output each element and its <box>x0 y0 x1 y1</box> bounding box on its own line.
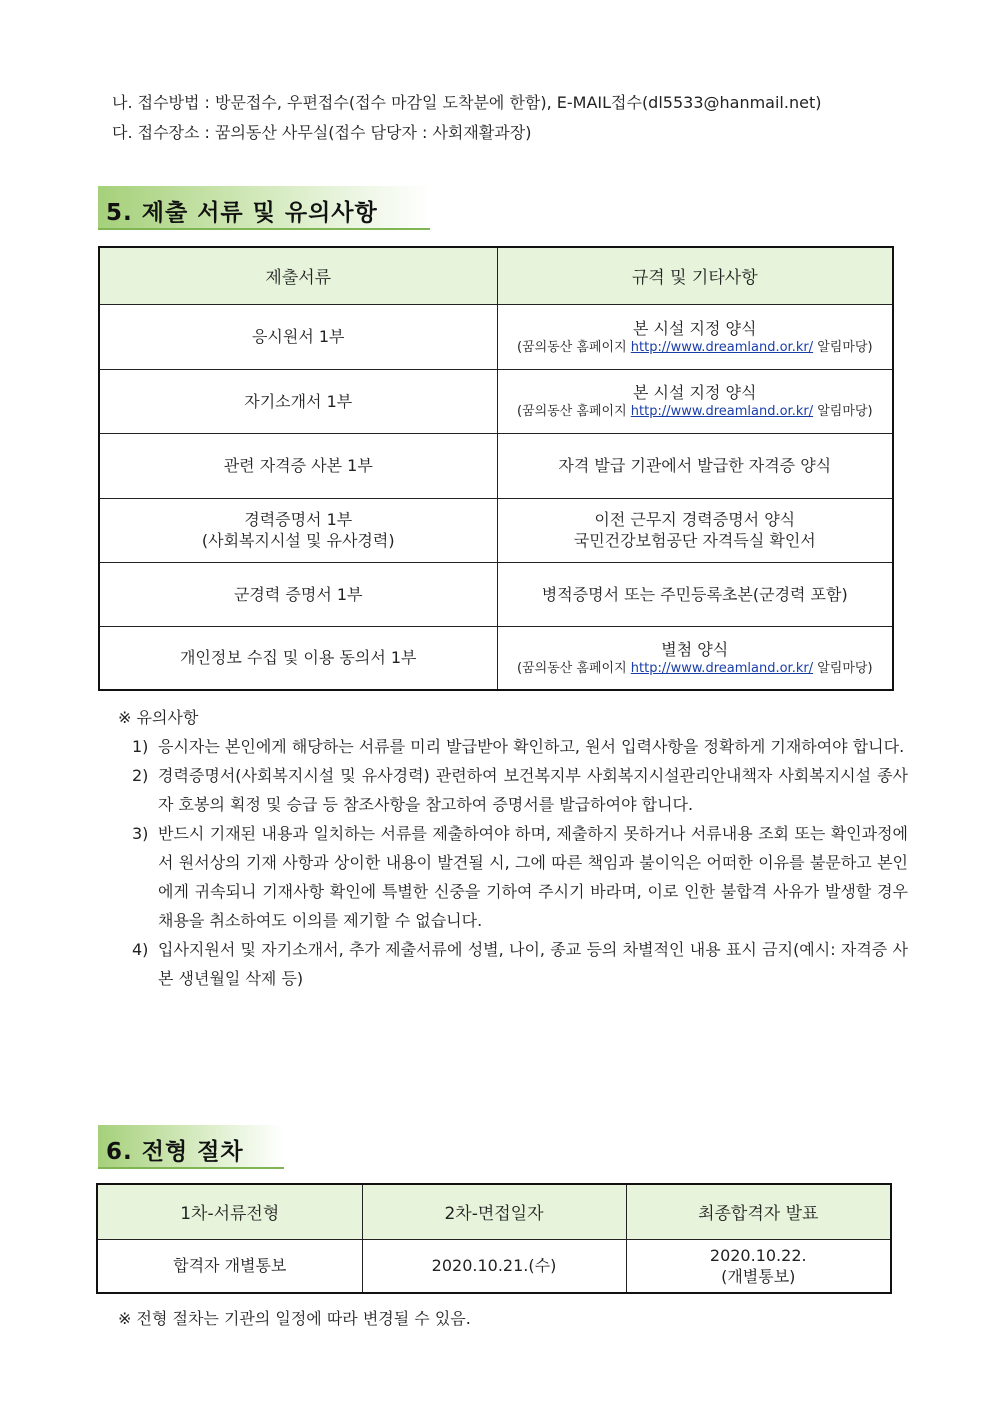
header-documents: 제출서류 <box>99 247 497 304</box>
note-number: 1) <box>132 737 149 756</box>
doc-cell <box>99 498 497 562</box>
note-text: 반드시 기재된 내용과 일치하는 서류를 제출하여야 하며, 제출하지 못하거나 서류내용 조회 또는 확인과정에서 원서상의 기재 사항과 상이한 내용이 발견될 시, 그에 따른 책임과 불이익은 어떠한 이유를 불문하고 본인에게 귀속되니 기재사항 확인에 특별한 신중을 기하여 주시기 바라며, 이로 인한 불합격 사유가 발생할 경우 채용을 취소하여도 이의를 제기할 수 없습니다. <box>158 824 908 930</box>
final-note: (개별통보) <box>721 1266 796 1286</box>
note-prefix: (꿈의동산 홈페이지 <box>516 404 631 419</box>
homepage-link[interactable]: http://www.dreamland.or.kr/ <box>630 404 814 419</box>
section5-heading <box>98 186 430 230</box>
spec-cell <box>497 498 893 562</box>
stage1-cell: 합격자 개별통보 <box>97 1239 362 1293</box>
spec-cell <box>497 626 893 690</box>
spec-text: 본 시설 지정 양식 <box>633 383 757 402</box>
spec-text: 본 시설 지정 양식 <box>633 318 757 338</box>
documents-table-header <box>99 247 893 304</box>
spec-note <box>499 339 892 356</box>
header-spec: 규격 및 기타사항 <box>497 247 893 304</box>
final-cell <box>626 1239 891 1293</box>
process-table <box>96 1183 892 1294</box>
table-row <box>99 369 893 433</box>
stage2-cell: 2020.10.21.(수) <box>362 1239 626 1293</box>
note-number: 2) <box>132 766 149 785</box>
homepage-link[interactable]: http://www.dreamland.or.kr/ <box>630 339 814 355</box>
table-row <box>99 304 893 369</box>
spec-cell <box>497 369 893 433</box>
section5-title: 5. 제출 서류 및 유의사항 <box>106 200 378 226</box>
note-prefix: (꿈의동산 홈페이지 <box>516 660 631 676</box>
note-item <box>118 935 908 993</box>
intro-place: 다. 접수장소 : 꿈의동산 사무실(접수 담당자 : 사회재활과장) <box>112 123 532 142</box>
spec-text: 별첨 양식 <box>661 639 729 659</box>
homepage-link[interactable]: http://www.dreamland.or.kr/ <box>630 660 814 676</box>
note-item <box>118 761 908 819</box>
documents-table <box>98 246 894 691</box>
table-row <box>99 626 893 690</box>
section6-heading <box>98 1125 284 1169</box>
process-footnote: ※ 전형 절차는 기관의 일정에 따라 변경될 수 있음. <box>118 1309 471 1328</box>
header-final: 최종합격자 발표 <box>626 1184 891 1239</box>
final-date: 2020.10.22. <box>709 1245 807 1265</box>
note-suffix: 알림마당) <box>813 339 873 355</box>
note-text: 입사지원서 및 자기소개서, 추가 제출서류에 성별, 나이, 종교 등의 차별적인 내용 표시 금지(예시: 자격증 사본 생년월일 삭제 등) <box>158 940 908 988</box>
table-row <box>99 498 893 562</box>
process-table-header <box>97 1184 891 1239</box>
spec-text: 이전 근무지 경력증명서 양식 <box>594 510 796 529</box>
header-stage1: 1차-서류전형 <box>97 1184 362 1239</box>
note-text: 응시자는 본인에게 해당하는 서류를 미리 발급받아 확인하고, 원서 입력사항을 정확하게 기재하여야 합니다. <box>158 737 905 756</box>
spec-cell: 병적증명서 또는 주민등록초본(군경력 포함) <box>497 562 893 626</box>
note-item <box>118 732 908 761</box>
doc-text-sub: (사회복지시설 및 유사경력) <box>201 531 395 550</box>
note-suffix: 알림마당) <box>813 404 873 419</box>
notes-block <box>118 703 908 993</box>
spec-note <box>499 403 892 420</box>
header-stage2: 2차-면접일자 <box>362 1184 626 1239</box>
doc-cell: 군경력 증명서 1부 <box>99 562 497 626</box>
doc-cell: 자기소개서 1부 <box>99 369 497 433</box>
intro-method: 나. 접수방법 : 방문접수, 우편접수(접수 마감일 도착분에 한함), E-MAIL접수(dl5533@hanmail.net) <box>112 93 822 112</box>
note-suffix: 알림마당) <box>813 660 873 676</box>
note-item <box>118 819 908 935</box>
note-text: 경력증명서(사회복지시설 및 유사경력) 관련하여 보건복지부 사회복지시설관리안내책자 사회복지시설 종사자 호봉의 획정 및 승급 등 참조사항을 참고하여 증명서를 발급하여야 합니다. <box>158 766 908 814</box>
spec-cell <box>497 304 893 369</box>
table-row <box>99 433 893 498</box>
doc-text: 경력증명서 1부 <box>244 510 353 529</box>
note-number: 3) <box>132 824 149 843</box>
doc-cell: 관련 자격증 사본 1부 <box>99 433 497 498</box>
doc-cell: 개인정보 수집 및 이용 동의서 1부 <box>99 626 497 690</box>
note-number: 4) <box>132 940 149 959</box>
note-prefix: (꿈의동산 홈페이지 <box>516 339 631 355</box>
table-row <box>97 1239 891 1293</box>
spec-note <box>499 660 892 677</box>
spec-cell: 자격 발급 기관에서 발급한 자격증 양식 <box>497 433 893 498</box>
notes-heading: ※ 유의사항 <box>118 708 199 727</box>
section6-title: 6. 전형 절차 <box>106 1139 244 1165</box>
table-row <box>99 562 893 626</box>
doc-cell: 응시원서 1부 <box>99 304 497 369</box>
spec-text-sub: 국민건강보험공단 자격득실 확인서 <box>573 531 816 550</box>
